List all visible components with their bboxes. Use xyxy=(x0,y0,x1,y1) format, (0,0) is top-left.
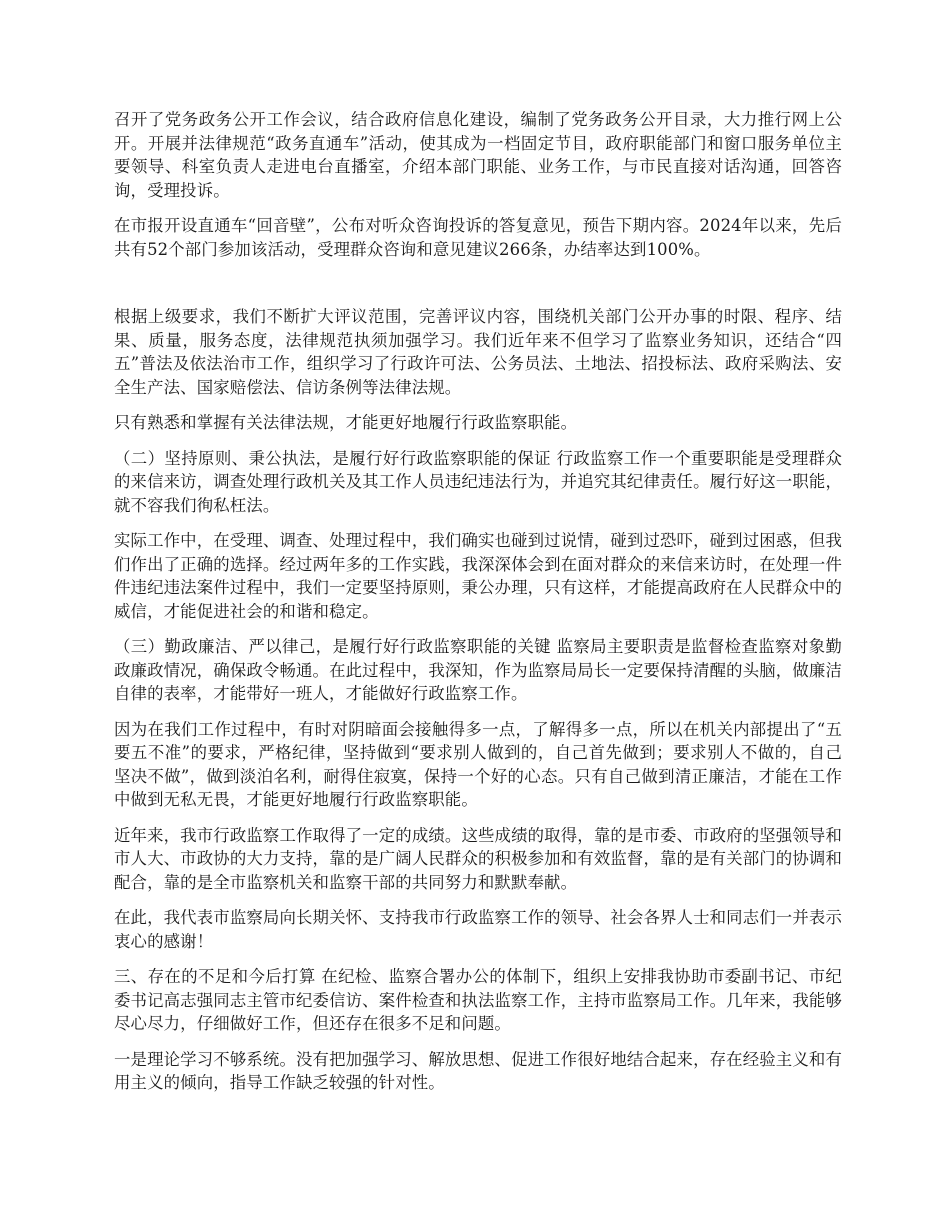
paragraph: 在市报开设直通车“回音壁”，公布对听众咨询投诉的答复意见，预告下期内容。2024年以来，先后共有52个部门参加该活动，受理群众咨询和意见建议266条，办结率达到100%。 xyxy=(114,216,842,259)
paragraph: 因为在我们工作过程中，有时对阴暗面会接触得多一点，了解得多一点，所以在机关内部提出了“五要五不准”的要求，严格纪律，坚持做到“要求别人做到的，自己首先做到；要求别人不做的，自己坚决不做”，做到淡泊名利，耐得住寂寞，保持一个好的心态。只有自己做到清正廉洁，才能在工作中做到无私无畏，才能更好地履行行政监察职能。 xyxy=(114,719,842,809)
section-gap xyxy=(114,273,842,305)
paragraph: 近年来，我市行政监察工作取得了一定的成绩。这些成绩的取得，靠的是市委、市政府的坚强领导和市人大、市政协的大力支持，靠的是广阔人民群众的积极参加和有效监督，靠的是有关部门的协调和配合，靠的是全市监察机关和监察干部的共同努力和默默奉献。 xyxy=(114,825,842,892)
paragraph: 实际工作中，在受理、调查、处理过程中，我们确实也碰到过说情，碰到过恐吓，碰到过困惑，但我们作出了正确的选择。经过两年多的工作实践，我深深体会到在面对群众的来信来访时，在处理一件件违纪违法案件过程中，我们一定要坚持原则，秉公办理，只有这样，才能提高政府在人民群众中的威信，才能促进社会的和谐和稳定。 xyxy=(114,531,842,621)
paragraph: 根据上级要求，我们不断扩大评议范围，完善评议内容，围绕机关部门公开办事的时限、程序、结果、质量，服务态度，法律规范执须加强学习。我们近年来不但学习了监察业务知识，还结合“四五”普法及依法治市工作，组织学习了行政许可法、公务员法、土地法、招投标法、政府采购法、安全生产法、国家赔偿法、信访条例等法律法规。 xyxy=(114,307,842,397)
document-body xyxy=(114,108,842,1107)
paragraph: （三）勤政廉洁、严以律己，是履行好行政监察职能的关键 监察局主要职责是监督检查监察对象勤政廉政情况，确保政令畅通。在此过程中，我深知，作为监察局局长一定要保持清醒的头脑，做廉洁自律的表率，才能带好一班人，才能做好行政监察工作。 xyxy=(114,637,842,703)
paragraph: 召开了党务政务公开工作会议，结合政府信息化建设，编制了党务政务公开目录，大力推行网上公开。开展并法律规范“政务直通车”活动，使其成为一档固定节目，政府职能部门和窗口服务单位主要领导、科室负责人走进电台直播室，介绍本部门职能、业务工作，与市民直接对话沟通，回答咨询，受理投诉。 xyxy=(114,110,842,200)
paragraph: 三、存在的不足和今后打算 在纪检、监察合署办公的体制下，组织上安排我协助市委副书记、市纪委书记高志强同志主管市纪委信访、案件检查和执法监察工作，主持市监察局工作。几年来，我能够尽心尽力，仔细做好工作，但还存在很多不足和问题。 xyxy=(114,967,842,1033)
paragraph: （二）坚持原则、秉公执法，是履行好行政监察职能的保证 行政监察工作一个重要职能是受理群众的来信来访，调查处理行政机关及其工作人员违纪违法行为，并追究其纪律责任。履行好这一职能，就不容我们徇私枉法。 xyxy=(114,448,842,515)
paragraph: 一是理论学习不够系统。没有把加强学习、解放思想、促进工作很好地结合起来，存在经验主义和有用主义的倾向，指导工作缺乏较强的针对性。 xyxy=(114,1049,842,1092)
paragraph: 只有熟悉和掌握有关法律法规，才能更好地履行行政监察职能。 xyxy=(114,413,578,432)
paragraph: 在此，我代表市监察局向长期关怀、支持我市行政监察工作的领导、社会各界人士和同志们一并表示衷心的感谢！ xyxy=(114,908,842,951)
